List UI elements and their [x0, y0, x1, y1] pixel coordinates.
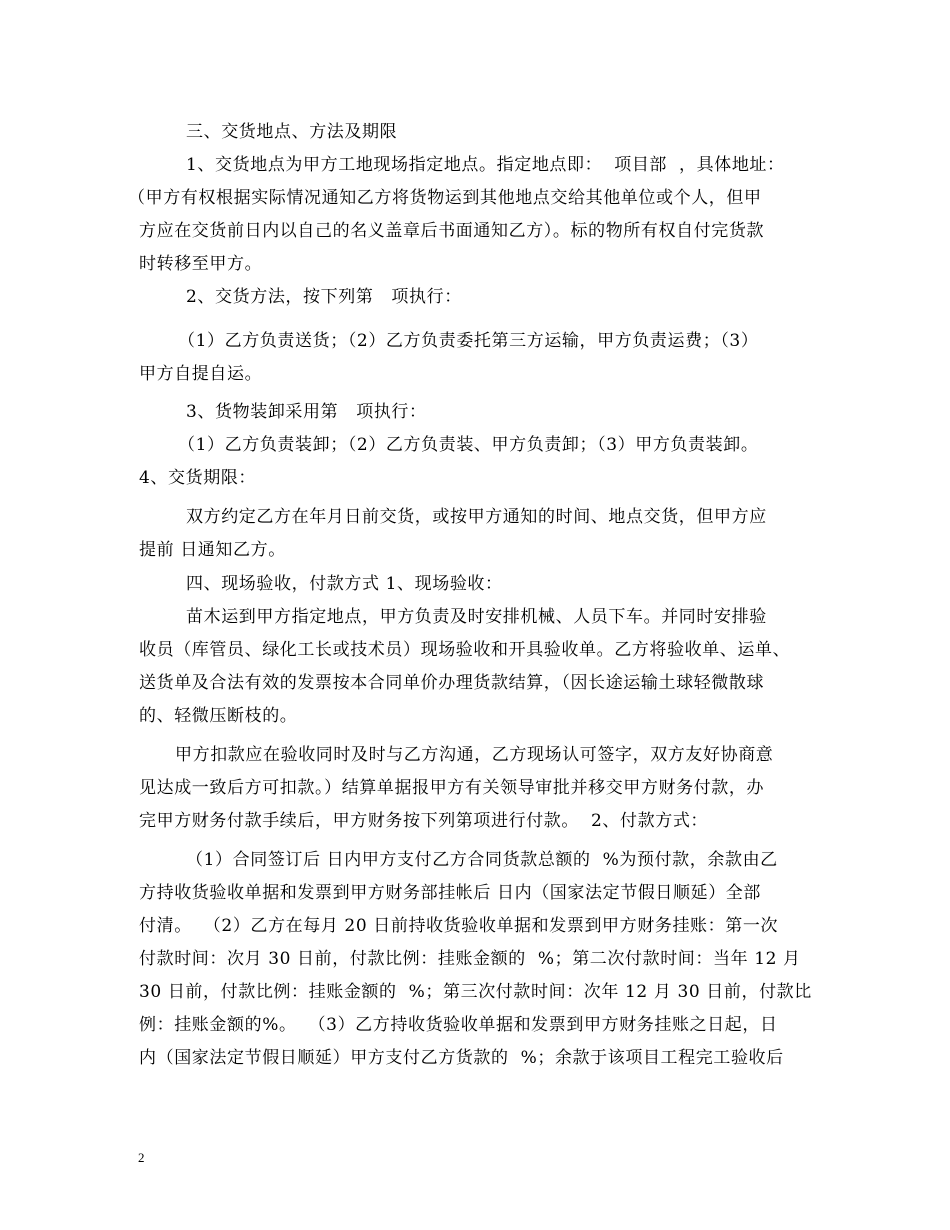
- paragraph-line: 苗木运到甲方指定地点，甲方负责及时安排机械、人员下车。并同时安排验: [186, 607, 767, 627]
- page-number: 2: [138, 1150, 145, 1165]
- section-heading: 三、交货地点、方法及期限: [186, 122, 398, 142]
- paragraph-line: 收员（库管员、绿化工长或技术员）现场验收和开具验收单。乙方将验收单、运单、: [139, 640, 791, 660]
- paragraph-line: （1）乙方负责送货；（2）乙方负责委托第三方运输，甲方负责运费；（3）: [178, 331, 759, 351]
- paragraph-line: 30 日前，付款比例：挂账金额的 %；第三次付款时间：次年 12 月 30 日前，付款比: [139, 982, 812, 1002]
- paragraph-line: 送货单及合法有效的发票按本合同单价办理货款结算，（因长途运输土球轻微散球: [139, 673, 765, 693]
- paragraph-line: 提前 日通知乙方。: [139, 540, 286, 560]
- paragraph-line: 3、货物装卸采用第 项执行：: [186, 402, 427, 422]
- paragraph-line: 甲方扣款应在验收同时及时与乙方沟通，乙方现场认可签字，双方友好协商意: [175, 745, 774, 765]
- paragraph-line: （甲方有权根据实际情况通知乙方将货物运到其他地点交给其他单位或个人，但甲: [128, 188, 762, 208]
- paragraph-line: 完甲方财务付款手续后，甲方财务按下列第项进行付款。 2、付款方式：: [139, 811, 709, 831]
- paragraph-line: 1、交货地点为甲方工地现场指定地点。指定地点即： 项目部 ，具体地址：: [186, 155, 785, 175]
- paragraph-line: 内（国家法定节假日顺延）甲方支付乙方货款的 %；余款于该项目工程完工验收后: [139, 1048, 784, 1068]
- paragraph-line: 付款时间：次月 30 日前，付款比例：挂账金额的 %；第二次付款时间：当年 12 月: [139, 949, 801, 969]
- paragraph-line: 方持收货验收单据和发票到甲方财务部挂帐后 日内（国家法定节假日顺延）全部: [139, 883, 762, 903]
- paragraph-line: 时转移至甲方。: [139, 254, 263, 274]
- paragraph-line: 例：挂账金额的%。 （3）乙方持收货验收单据和发票到甲方财务挂账之日起，日: [139, 1015, 778, 1035]
- paragraph-line: （1）乙方负责装卸；（2）乙方负责装、甲方负责卸；（3）甲方负责装卸。: [178, 435, 759, 455]
- paragraph-line: 方应在交货前日内以自己的名义盖章后书面通知乙方）。标的物所有权自付完货款: [139, 221, 765, 241]
- paragraph-line: 的、轻微压断枝的。: [139, 706, 298, 726]
- paragraph-line: 2、交货方法，按下列第 项执行：: [186, 287, 462, 307]
- paragraph-line: （1）合同签订后 日内甲方支付乙方合同货款总额的 %为预付款，余款由乙: [186, 850, 778, 870]
- paragraph-line: 见达成一致后方可扣款。）结算单据报甲方有关领导审批并移交甲方财务付款，办: [139, 778, 765, 798]
- paragraph-line: 双方约定乙方在年月日前交货，或按甲方通知的时间、地点交货，但甲方应: [186, 507, 767, 527]
- paragraph-line: 付清。 （2）乙方在每月 20 日前持收货验收单据和发票到甲方财务挂账：第一次: [139, 916, 779, 936]
- paragraph-line: 4、交货期限：: [139, 468, 257, 488]
- paragraph-line: 甲方自提自运。: [139, 364, 263, 384]
- section-heading: 四、现场验收，付款方式 1、现场验收：: [186, 574, 503, 594]
